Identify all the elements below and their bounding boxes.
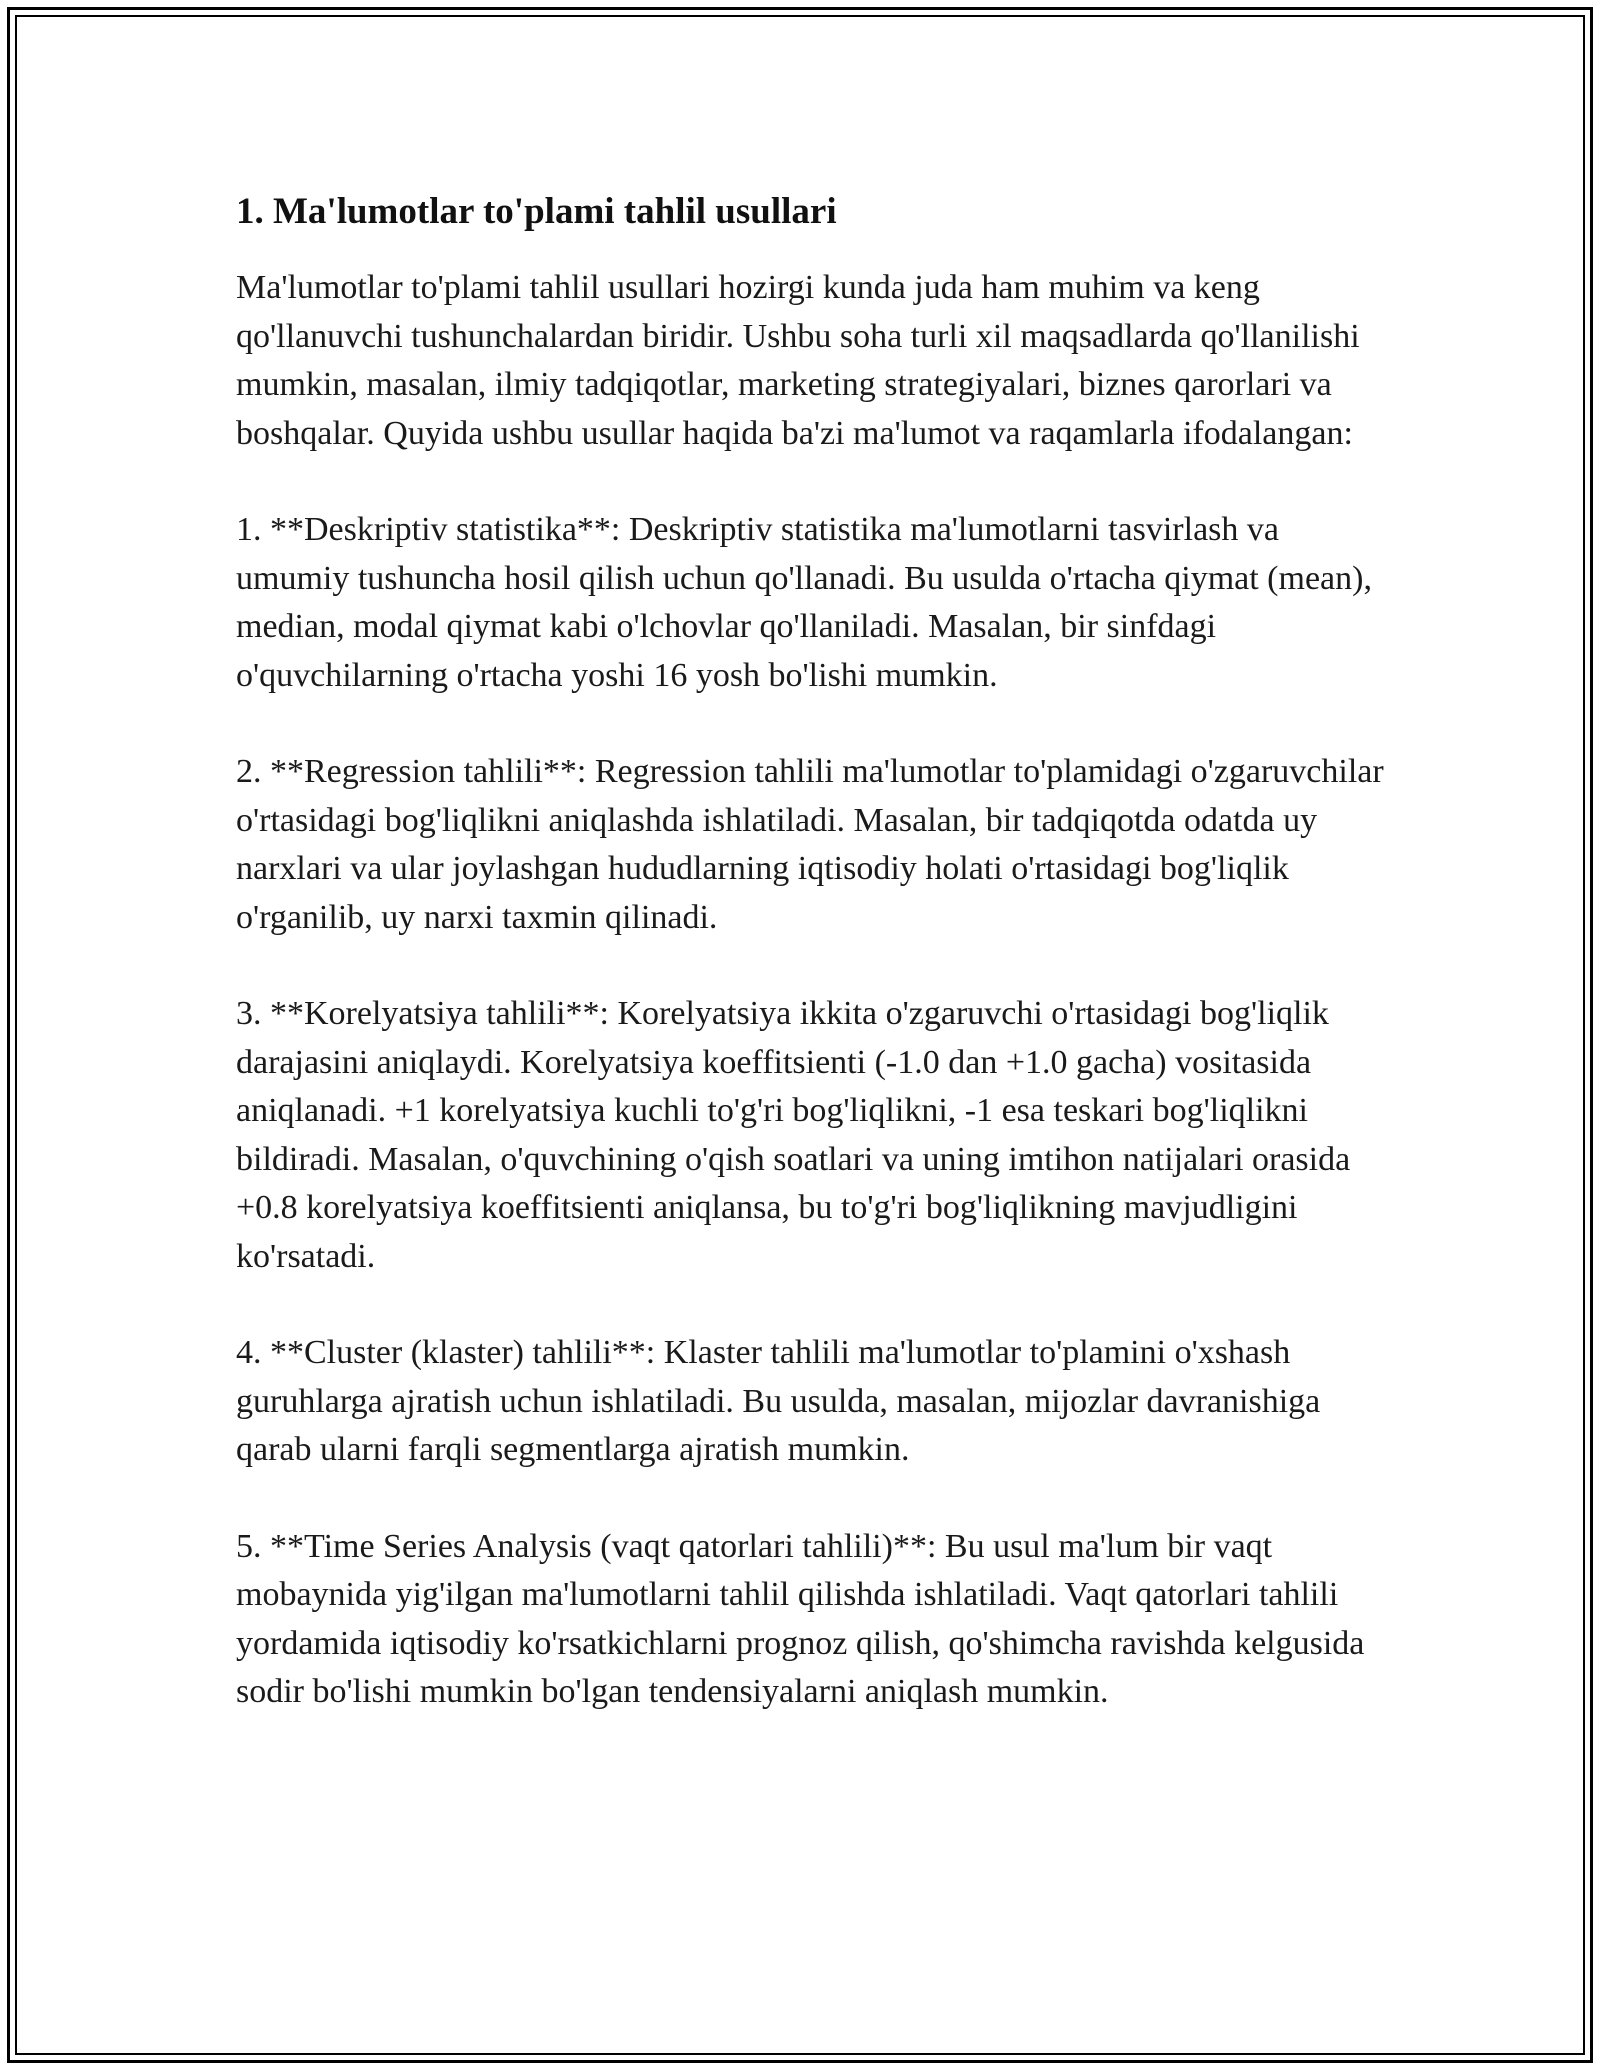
- document-body: [236, 188, 1386, 1765]
- method-correlation-analysis: 3. **Korelyatsiya tahlili**: Korelyatsiya ikkita o'zgaruvchi o'rtasidagi bog'liqlik darajasini aniqlaydi. Korelyatsiya koeffitsienti (-1.0 dan +1.0 gacha) vositasida aniqlanadi. +1 korelyatsiya kuchli to'g'ri bog'liqlikni, -1 esa teskari bog'liqlikni bildiradi. Masalan, o'quvchining o'qish soatlari va uning imtihon natijalari orasida +0.8 korelyatsiya koeffitsienti aniqlansa, bu to'g'ri bog'liqlikning mavjudligini ko'rsatadi.: [236, 995, 1351, 1275]
- document-title: 1. Ma'lumotlar to'plami tahlil usullari: [236, 191, 837, 232]
- method-regression-analysis: 2. **Regression tahlili**: Regression tahlili ma'lumotlar to'plamidagi o'zgaruvchilar o'rtasidagi bog'liqlikni aniqlashda ishlatiladi. Masalan, bir tadqiqotda odatda uy narxlari va ular joylashgan hududlarning iqtisodiy holati o'rtasidagi bog'liqlik o'rganilib, uy narxi taxmin qilinadi.: [236, 753, 1384, 936]
- method-time-series-analysis: 5. **Time Series Analysis (vaqt qatorlari tahlili)**: Bu usul ma'lum bir vaqt mobaynida yig'ilgan ma'lumotlarni tahlil qilishda ishlatiladi. Vaqt qatorlari tahlili yordamida iqtisodiy ko'rsatkichlarni prognoz qilish, qo'shimcha ravishda kelgusida sodir bo'lishi mumkin bo'lgan tendensiyalarni aniqlash mumkin.: [236, 1527, 1365, 1710]
- method-descriptive-statistics: 1. **Deskriptiv statistika**: Deskriptiv statistika ma'lumotlarni tasvirlash va umumiy tushuncha hosil qilish uchun qo'llanadi. Bu usulda o'rtacha qiymat (mean), median, modal qiymat kabi o'lchovlar qo'llaniladi. Masalan, bir sinfdagi o'quvchilarning o'rtacha yoshi 16 yosh bo'lishi mumkin.: [236, 511, 1372, 694]
- method-cluster-analysis: 4. **Cluster (klaster) tahlili**: Klaster tahlili ma'lumotlar to'plamini o'xshash guruhlarga ajratish uchun ishlatiladi. Bu usulda, masalan, mijozlar davranishiga qarab ularni farqli segmentlarga ajratish mumkin.: [236, 1334, 1321, 1468]
- intro-paragraph: Ma'lumotlar to'plami tahlil usullari hozirgi kunda juda ham muhim va keng qo'llanuvchi tushunchalardan biridir. Ushbu soha turli xil maqsadlarda qo'llanilishi mumkin, masalan, ilmiy tadqiqotlar, marketing strategiyalari, biznes qarorlari va boshqalar. Quyida ushbu usullar haqida ba'zi ma'lumot va raqamlarla ifodalangan:: [236, 269, 1360, 452]
